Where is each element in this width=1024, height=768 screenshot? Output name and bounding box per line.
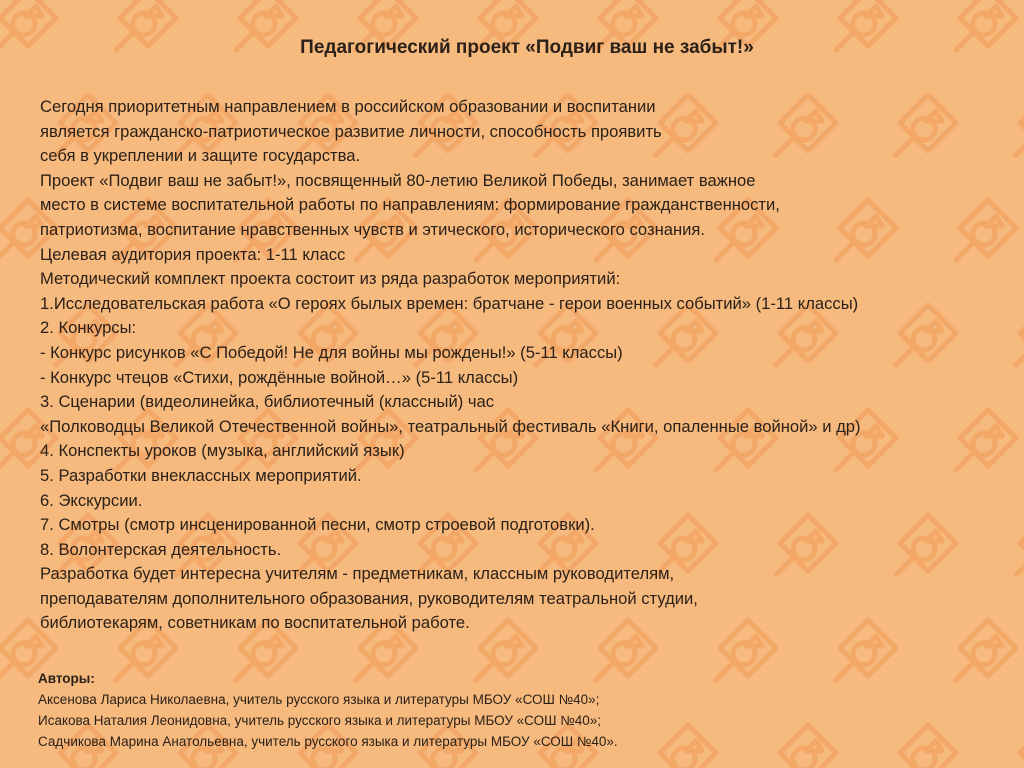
author-line: Садчикова Марина Анатольевна, учитель русского языка и литературы МБОУ «СОШ №40». (38, 734, 618, 749)
author-line: Исакова Наталия Леонидовна, учитель русского языка и литературы МБОУ «СОШ №40»; (38, 713, 602, 728)
description-line: является гражданско-патриотическое развитие личности, способность проявить (40, 121, 662, 141)
description-line: Проект «Подвиг ваш не забыт!», посвященный 80-летию Великой Победы, занимает важное (40, 170, 756, 190)
description-line: библиотекарям, советникам по воспитательной работе. (40, 613, 470, 633)
author-line: Аксенова Лариса Николаевна, учитель русского языка и литературы МБОУ «СОШ №40»; (38, 692, 600, 707)
description-line: место в системе воспитательной работы по направлениям: формирование гражданственности, (40, 195, 780, 215)
page-title: Педагогический проект «Подвиг ваш не забыт!» (300, 37, 754, 58)
description-line: 8. Волонтерская деятельность. (40, 539, 282, 559)
description-line: 2. Конкурсы: (40, 318, 137, 338)
description-line: 1.Исследовательская работа «О героях былых времен: братчане - герои военных событий» (1-11 классы) (40, 293, 859, 313)
authors-block (38, 668, 998, 752)
description-line: 3. Сценарии (видеолинейка, библиотечный (классный) час (40, 392, 495, 412)
project-description (40, 95, 1000, 636)
description-line: Сегодня приоритетным направлением в российском образовании и воспитании (40, 97, 656, 116)
description-line: - Конкурс рисунков «С Победой! Не для войны мы рождены!» (5-11 классы) (40, 342, 623, 362)
description-line: 4. Конспекты уроков (музыка, английский язык) (40, 441, 405, 461)
description-line: Целевая аудитория проекта: 1-11 класс (40, 244, 346, 264)
description-line: Разработка будет интересна учителям - предметникам, классным руководителям, (40, 564, 675, 584)
description-line: преподавателям дополнительного образования, руководителям театральной студии, (40, 588, 698, 608)
description-line: 6. Экскурсии. (40, 490, 143, 510)
description-line: Методический комплект проекта состоит из ряда разработок мероприятий: (40, 269, 621, 289)
description-line: 7. Смотры (смотр инсценированной песни, смотр строевой подготовки). (40, 515, 595, 535)
description-line: «Полководцы Великой Отечественной войны», театральный фестиваль «Книги, опаленные войной» и др) (40, 416, 861, 436)
description-line: 5. Разработки внеклассных мероприятий. (40, 465, 362, 485)
authors-label: Авторы: (38, 671, 95, 686)
description-line: - Конкурс чтецов «Стихи, рождённые войной…» (5-11 классы) (40, 367, 519, 387)
description-line: патриотизма, воспитание нравственных чувств и этического, исторического сознания. (40, 219, 705, 239)
description-line: себя в укреплении и защите государства. (40, 146, 361, 166)
